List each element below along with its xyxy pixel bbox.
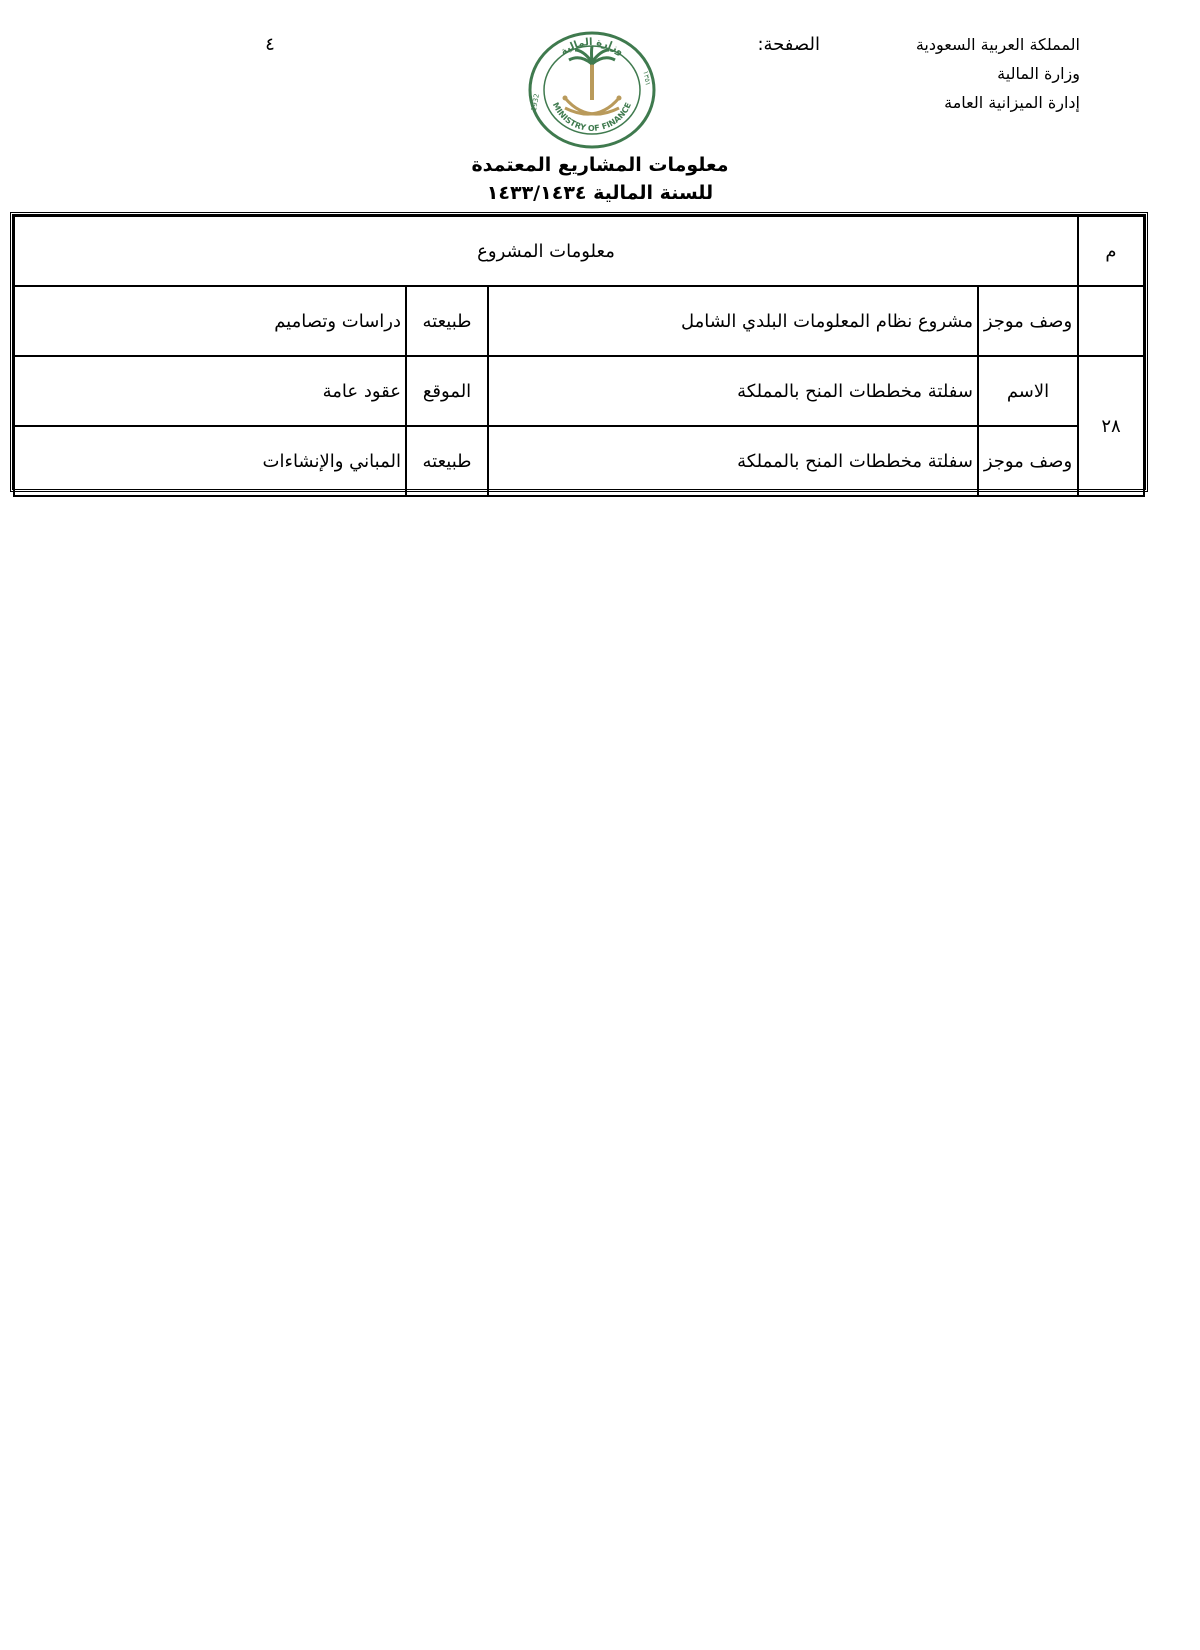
org-line-ministry: وزارة المالية <box>997 64 1080 83</box>
document-title: معلومات المشاريع المعتمدة <box>471 154 729 176</box>
column-header-m: م <box>1078 216 1144 286</box>
org-line-kingdom: المملكة العربية السعودية <box>915 35 1080 54</box>
row-label: وصف موجز <box>978 426 1078 496</box>
row-label-secondary: طبيعته <box>406 426 488 496</box>
row-value-secondary: عقود عامة <box>14 356 406 426</box>
column-header-project-info: معلومات المشروع <box>14 216 1078 286</box>
page-label: الصفحة: <box>757 34 820 55</box>
project-info-table <box>10 212 1148 492</box>
seal-bottom-text: MINISTRY OF FINANCE <box>550 101 634 133</box>
row-label-secondary: طبيعته <box>406 286 488 356</box>
row-label: الاسم <box>978 356 1078 426</box>
row-number <box>1078 286 1144 356</box>
row-value: مشروع نظام المعلومات البلدي الشامل <box>488 286 978 356</box>
row-value: سفلتة مخططات المنح بالمملكة <box>488 356 978 426</box>
project-table <box>13 215 1145 497</box>
table-header-row <box>14 216 1144 286</box>
org-line-department: إدارة الميزانية العامة <box>944 93 1080 112</box>
row-value-secondary: دراسات وتصاميم <box>14 286 406 356</box>
organization-header <box>820 30 1080 117</box>
document-titles <box>400 150 800 206</box>
page-number: ٤ <box>265 34 275 55</box>
seal-year-right: ١٣٥١ <box>641 70 652 87</box>
row-number: ٢٨ <box>1078 356 1144 496</box>
table-row <box>14 356 1144 426</box>
fiscal-year-subtitle: للسنة المالية ١٤٣٣/١٤٣٤ <box>486 182 714 204</box>
row-value: سفلتة مخططات المنح بالمملكة <box>488 426 978 496</box>
table-row <box>14 426 1144 496</box>
row-label-secondary: الموقع <box>406 356 488 426</box>
seal-top-text: وزارة المالية <box>558 36 626 58</box>
row-value-secondary: المباني والإنشاءات <box>14 426 406 496</box>
svg-text:MINISTRY OF FINANCE <box>551 101 633 133</box>
row-label: وصف موجز <box>978 286 1078 356</box>
seal-year-left: 1932 <box>529 92 541 112</box>
table-row <box>14 286 1144 356</box>
ministry-seal-icon <box>525 28 659 152</box>
